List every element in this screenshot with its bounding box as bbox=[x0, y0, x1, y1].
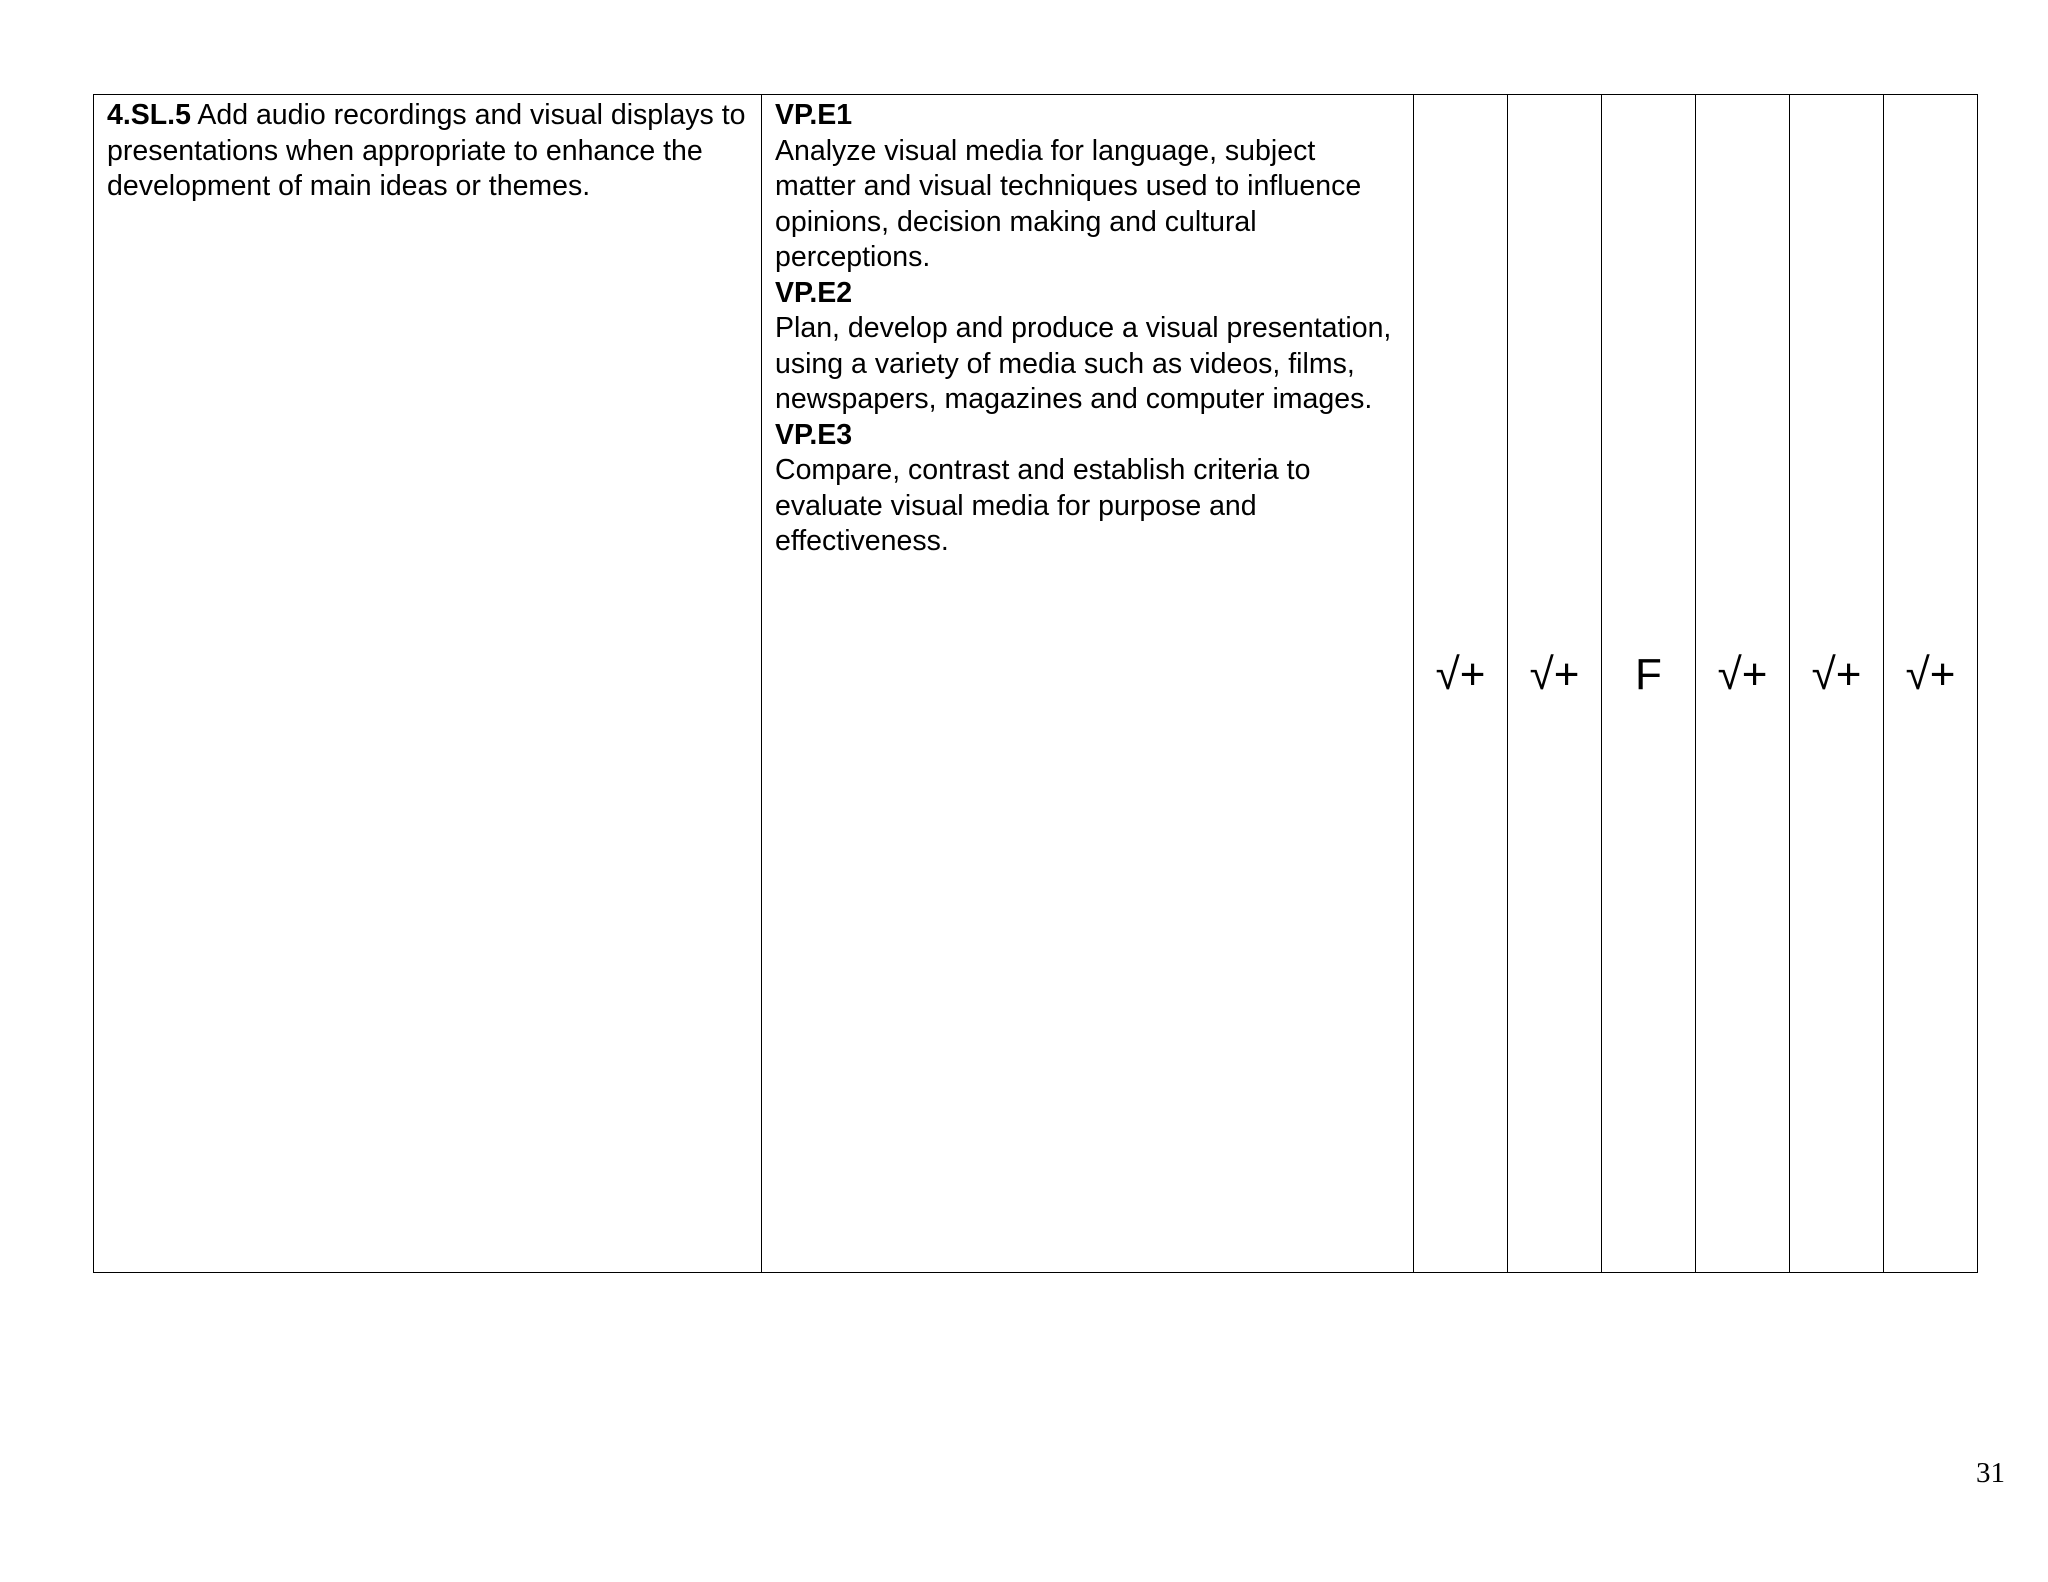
vp-item-code: VP.E1 bbox=[775, 99, 853, 131]
vp-item-description: Compare, contrast and establish criteria to evaluate visual media for purpose and effectiveness. bbox=[775, 454, 1311, 557]
standards-table bbox=[93, 94, 1978, 1273]
mark-cell-5 bbox=[1790, 95, 1884, 1273]
mark-cell-4 bbox=[1696, 95, 1790, 1273]
vp-item-code: VP.E3 bbox=[775, 418, 853, 451]
mark-symbol: √+ bbox=[1905, 650, 1956, 699]
standard-description: Add audio recordings and visual displays to presentations when appropriate to enhance the development of main ideas or themes. bbox=[107, 99, 746, 202]
mark-symbol: F bbox=[1635, 650, 1662, 699]
mark-cell-1 bbox=[1414, 95, 1508, 1273]
mark-symbol: √+ bbox=[1811, 650, 1862, 699]
mark-cell-2 bbox=[1508, 95, 1602, 1273]
mark-symbol: √+ bbox=[1529, 650, 1580, 699]
visual-literacy-text-block bbox=[762, 95, 1413, 560]
vp-item-code: VP.E2 bbox=[775, 276, 853, 309]
mark-symbol: √+ bbox=[1717, 650, 1768, 699]
standard-code: 4.SL.5 bbox=[107, 99, 191, 131]
table-row bbox=[94, 95, 1978, 1273]
mark-symbol: √+ bbox=[1435, 650, 1486, 699]
standard-text-block bbox=[94, 95, 761, 205]
page-number: 31 bbox=[1976, 1457, 2005, 1489]
vp-item-description: Plan, develop and produce a visual presentation, using a variety of media such as videos, films, newspapers, magazines and computer images. bbox=[775, 312, 1392, 415]
mark-cell-3 bbox=[1602, 95, 1696, 1273]
standard-cell bbox=[94, 95, 762, 1273]
mark-cell-6 bbox=[1884, 95, 1978, 1273]
visual-literacy-cell bbox=[762, 95, 1414, 1273]
vp-item-description: Analyze visual media for language, subject matter and visual techniques used to influence opinions, decision making and cultural perceptions. bbox=[775, 134, 1362, 273]
